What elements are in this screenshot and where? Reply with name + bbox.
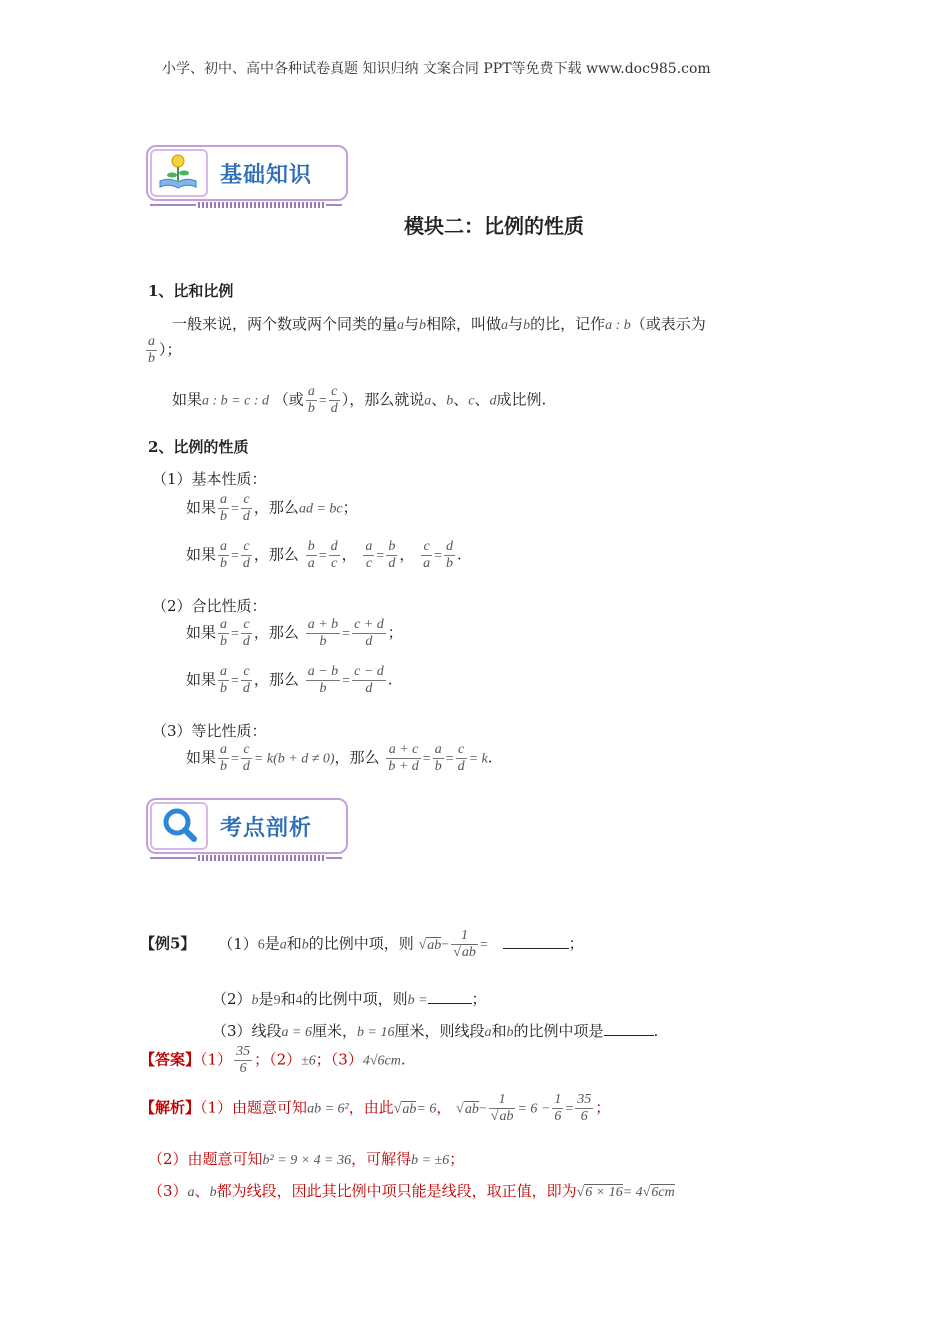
section-1-definition-cont: $\frac{a}{b}$ ）； <box>148 334 182 366</box>
equal-ratio-property: 如果 $\frac{a}{b}$ = $\frac{c}{d}$ = k(b + d ≠ 0)，那么 $\frac{a + c}{b + d}$ = $\frac{a}{b}$ = $\frac{c}{d}$ = k. <box>186 742 493 774</box>
example-question-1: 【例5】 （1）6是a和b的比例中项，则 √ab− $\frac{1}{√ab}$ = ； <box>140 928 584 960</box>
answer-line: 【答案】（1） $\frac{35}{6}$ ；（2）±6；（3）4√6cm. <box>140 1044 406 1076</box>
example-question-3: （3）线段a = 6厘米，b = 16厘米，则线段a和b的比例中项是 . <box>212 1022 659 1040</box>
fraction-a-over-b: $\frac{a}{b}$ <box>148 334 155 366</box>
basic-property-2: 如果 $\frac{a}{b}$ = $\frac{c}{d}$ ，那么 $\frac{b}{a}$ = $\frac{d}{c}$ ， $\frac{a}{c}$ = $\frac{b}{d}$ ， $\frac{c}{a}$ = $\frac{d}{b}$ . <box>186 539 462 571</box>
section-1-definition: 一般来说，两个数或两个同类的量a与b相除，叫做a与b的比，记作a : b（或表示为 <box>172 315 706 333</box>
solution-line-2: （2）由题意可知b² = 9 × 4 = 36，可解得b = ±6； <box>148 1150 465 1168</box>
section-1-heading: 1、比和比例 <box>148 282 234 300</box>
section-1-proportion: 如果a : b = c : d （或 $\frac{a}{b}$ = $\frac{c}{d}$ ），那么就说a、b、c、d成比例. <box>172 384 547 416</box>
basic-property-label: （1）基本性质： <box>152 470 267 488</box>
solution-line-3: （3）a、b都为线段，因此其比例中项只能是线段，取正值，即为√6 × 16= 4√6cm <box>148 1182 675 1200</box>
example-question-2: （2）b是9和4的比例中项，则b = ； <box>212 990 487 1008</box>
combined-ratio-1: 如果 $\frac{a}{b}$ = $\frac{c}{d}$ ，那么 $\frac{a + b}{b}$ = $\frac{c + d}{d}$ ； <box>186 617 403 649</box>
lightbulb-book-icon <box>154 151 202 191</box>
banner-key-points-label: 考点剖析 <box>220 816 313 841</box>
section-2-heading: 2、比例的性质 <box>148 438 249 456</box>
combined-ratio-2: 如果 $\frac{a}{b}$ = $\frac{c}{d}$ ，那么 $\frac{a - b}{b}$ = $\frac{c - d}{d}$ . <box>186 664 393 696</box>
combined-ratio-label: （2）合比性质： <box>152 597 267 615</box>
magnifier-icon <box>160 806 200 844</box>
equal-ratio-label: （3）等比性质： <box>152 722 267 740</box>
solution-line-1: 【解析】（1）由题意可知ab = 6²，由此√ab= 6， √ab− $\frac{1}{√ab}$ = 6 − $\frac{1}{6}$ = $\frac{35}{6}$ ； <box>140 1092 611 1124</box>
banner-basic-knowledge-label: 基础知识 <box>220 163 313 188</box>
page-header: 小学、初中、高中各种试卷真题 知识归纳 文案合同 PPT等免费下载 www.doc985.com <box>162 61 711 77</box>
basic-property-1: 如果 $\frac{a}{b}$ = $\frac{c}{d}$ ，那么ad = bc； <box>186 492 358 524</box>
page-title: 模块二：比例的性质 <box>404 214 584 238</box>
